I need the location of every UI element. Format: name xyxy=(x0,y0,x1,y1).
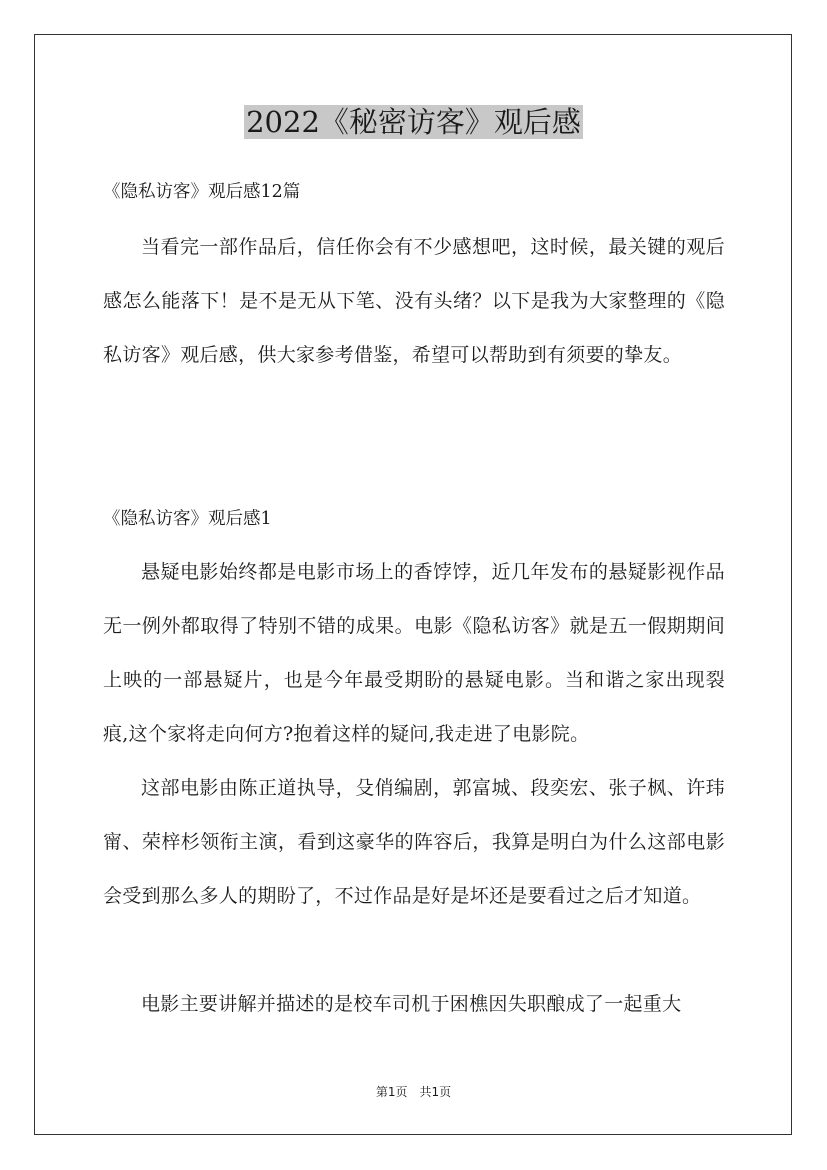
document-title xyxy=(0,101,827,143)
page-number-label: 第1页 共1页 xyxy=(375,1085,452,1099)
page-footer xyxy=(0,1083,827,1101)
body-paragraph-1: 悬疑电影始终都是电影市场上的香饽饽，近几年发布的悬疑影视作品无一例外都取得了特别不错的成果。电影《隐私访客》就是五一假期期间上映的一部悬疑片，也是今年最受期盼的悬疑电影。当和谐之家出现裂痕,这个家将走向何方?抱着这样的疑问,我走进了电影院。 xyxy=(103,561,725,745)
body-paragraph-2: 这部电影由陈正道执导，殳俏编剧，郭富城、段奕宏、张子枫、许玮甯、荣梓杉领衔主演，看到这豪华的阵容后，我算是明白为什么这部电影会受到那么多人的期盼了，不过作品是好是坏还是要看过之后才知道。 xyxy=(103,777,725,907)
body-paragraph-3: 电影主要讲解并描述的是校车司机于困樵因失职酿成了一起重大 xyxy=(141,993,682,1015)
section-heading: 《隐私访客》观后感1 xyxy=(103,509,272,529)
document-title-text: 2022《秘密访客》观后感 xyxy=(246,105,581,139)
intro-paragraph: 当看完一部作品后，信任你会有不少感想吧，这时候，最关键的观后感怎么能落下！是不是无从下笔、没有头绪？以下是我为大家整理的《隐私访客》观后感，供大家参考借鉴，希望可以帮助到有须要的挚友。 xyxy=(103,236,725,366)
document-subtitle: 《隐私访客》观后感12篇 xyxy=(103,182,301,202)
